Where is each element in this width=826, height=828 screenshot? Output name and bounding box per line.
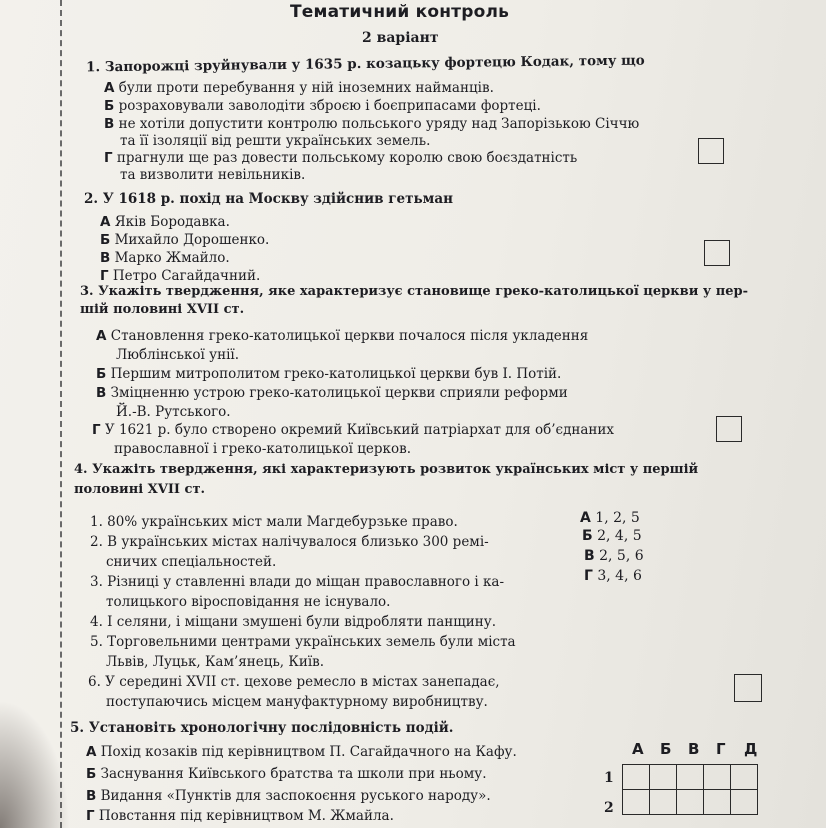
q4-statement-6: 6. У середині XVII ст. цехове ремесло в містах занепадає, <box>88 674 500 690</box>
q3-option-a <box>96 328 588 344</box>
grid-cell[interactable] <box>650 765 677 790</box>
option-text: Першим митрополитом греко-католицької церкви був І. Потій. <box>110 366 562 382</box>
q4-answer-b <box>582 528 642 544</box>
option-text: Михайло Дорошенко. <box>114 232 270 248</box>
grid-cell[interactable] <box>731 765 758 790</box>
q4-statement-3-cont: толицького віросповідання не існувало. <box>106 594 391 610</box>
q3-option-c-cont: Й.-В. Рутського. <box>116 404 231 420</box>
q4-answer-a <box>580 510 640 526</box>
grid-col-a: А <box>632 740 644 758</box>
q3-option-d-cont: православної і греко-католицької церков. <box>114 441 412 457</box>
option-letter: Г <box>104 150 113 166</box>
q1-option-d <box>104 150 577 166</box>
option-letter: А <box>86 744 97 760</box>
answer-letter: Г <box>584 568 593 584</box>
grid-cell[interactable] <box>704 790 731 815</box>
q3-option-b <box>96 366 561 382</box>
question-2-text: 2. У 1618 р. похід на Москву здійснив гетьман <box>84 191 453 207</box>
option-text: Становлення греко-католицької церкви почалося після укладення <box>110 328 589 344</box>
option-letter: Б <box>100 232 111 248</box>
q4-statement-5-cont: Львів, Луцьк, Кам’янець, Київ. <box>106 654 325 670</box>
question-4-text-line2: половині XVII ст. <box>74 482 206 497</box>
q2-option-c <box>100 250 230 266</box>
q4-answer-c <box>584 548 644 564</box>
q5-option-a <box>86 744 517 760</box>
option-letter: Б <box>96 366 107 382</box>
option-letter: Б <box>104 98 115 114</box>
question-3-text-line2: шій половині XVII ст. <box>80 302 245 317</box>
q4-answer-box[interactable] <box>734 674 762 702</box>
option-letter: Г <box>100 268 109 284</box>
option-text: Видання «Пунктів для заспокоєння руського народу». <box>100 788 491 804</box>
q4-statement-3: 3. Різниці у ставленні влади до міщан православного і ка- <box>90 574 505 590</box>
option-text: не хотіли допустити контролю польського уряду над Запорізькою Січчю <box>118 116 640 132</box>
q5-option-c <box>86 788 491 804</box>
answer-text: 2, 5, 6 <box>599 548 644 564</box>
answer-letter: Б <box>582 528 593 544</box>
option-letter: А <box>96 328 107 344</box>
option-letter: В <box>104 116 115 132</box>
option-text: Похід козаків під керівництвом П. Сагайдачного на Кафу. <box>100 744 517 760</box>
grid-cell[interactable] <box>677 765 704 790</box>
q4-statement-4: 4. І селяни, і міщани змушені були відробляти панщину. <box>90 614 497 630</box>
option-text: У 1621 р. було створено окремий Київський патріархат для об’єднаних <box>104 422 615 438</box>
question-3-text-line1: 3. Укажіть твердження, яке характеризує становище греко-католицької церкви у пер- <box>80 284 748 299</box>
option-letter: Г <box>92 422 101 438</box>
q3-answer-box[interactable] <box>716 416 742 442</box>
option-text: прагнули ще раз довести польському королю свою боєздатність <box>116 150 578 166</box>
answer-letter: В <box>584 548 595 564</box>
grid-cell[interactable] <box>623 790 650 815</box>
question-5-text: 5. Установіть хронологічну послідовність подій. <box>70 720 454 736</box>
q2-answer-box[interactable] <box>704 240 730 266</box>
grid-cell[interactable] <box>704 765 731 790</box>
grid-row-2: 2 <box>604 800 614 816</box>
q1-option-b <box>104 98 541 114</box>
q2-option-d <box>100 268 260 284</box>
option-text: Яків Бородавка. <box>114 214 230 230</box>
grid-cell[interactable] <box>650 790 677 815</box>
q1-option-c <box>104 116 639 132</box>
q2-option-b <box>100 232 269 248</box>
option-letter: В <box>96 385 107 401</box>
option-letter: Г <box>86 808 95 824</box>
answer-text: 1, 2, 5 <box>595 510 640 526</box>
answer-text: 2, 4, 5 <box>597 528 642 544</box>
question-4-text-line1: 4. Укажіть твердження, які характеризують розвиток українських міст у першій <box>74 462 699 477</box>
finger-shadow <box>0 700 70 828</box>
page-title: Тематичний контроль <box>290 2 510 22</box>
option-letter: В <box>86 788 97 804</box>
option-text: Зміцненню устрою греко-католицької церкви сприяли реформи <box>110 385 568 401</box>
option-letter: В <box>100 250 111 266</box>
option-letter: А <box>100 214 111 230</box>
answer-grid <box>622 764 758 815</box>
q1-option-d-cont: та визволити невільників. <box>120 167 306 183</box>
q1-answer-box[interactable] <box>698 138 724 164</box>
q4-statement-2-cont: сничих спеціальностей. <box>106 554 277 570</box>
q3-option-d <box>92 422 614 438</box>
q4-answer-d <box>584 568 642 584</box>
option-text: Петро Сагайдачний. <box>112 268 261 284</box>
answer-text: 3, 4, 6 <box>597 568 642 584</box>
option-letter: Б <box>86 766 97 782</box>
option-text: Заснування Київського братства та школи при ньому. <box>100 766 487 782</box>
q1-option-c-cont: та її ізоляції від решти українських земель. <box>120 133 431 149</box>
q4-statement-2: 2. В українських містах налічувалося близько 300 ремі- <box>90 534 489 550</box>
question-1-text: 1. Запорожці зруйнували у 1635 р. козацьку фортецю Кодак, тому що <box>85 52 645 76</box>
answer-letter: А <box>580 510 591 526</box>
grid-col-b: Б <box>660 740 672 758</box>
grid-row-1: 1 <box>604 770 614 786</box>
variant-label: 2 варіант <box>362 30 439 46</box>
grid-row <box>623 790 758 815</box>
q5-option-b <box>86 766 487 782</box>
option-text: Повстання під керівництвом М. Жмайла. <box>98 808 394 824</box>
q4-statement-6-cont: поступаючись місцем мануфактурному виробництву. <box>106 694 488 710</box>
grid-cell[interactable] <box>623 765 650 790</box>
grid-cell[interactable] <box>731 790 758 815</box>
q3-option-c <box>96 385 568 401</box>
grid-row <box>623 765 758 790</box>
q1-option-a <box>104 80 494 96</box>
q2-option-a <box>100 214 230 230</box>
grid-cell[interactable] <box>677 790 704 815</box>
option-letter: А <box>104 80 115 96</box>
option-text: розраховували заволодіти зброєю і боєприпасами фортеці. <box>118 98 541 114</box>
q4-statement-1: 1. 80% українських міст мали Магдебурзьке право. <box>90 514 458 530</box>
option-text: Марко Жмайло. <box>114 250 230 266</box>
q5-option-d <box>86 808 394 824</box>
grid-col-d: Г <box>716 740 726 758</box>
grid-col-c: В <box>688 740 700 758</box>
q3-option-a-cont: Люблінської унії. <box>116 347 239 363</box>
option-text: були проти перебування у ній іноземних найманців. <box>118 80 494 96</box>
grid-col-e: Д <box>744 740 758 758</box>
q4-statement-5: 5. Торговельними центрами українських земель були міста <box>90 634 516 650</box>
